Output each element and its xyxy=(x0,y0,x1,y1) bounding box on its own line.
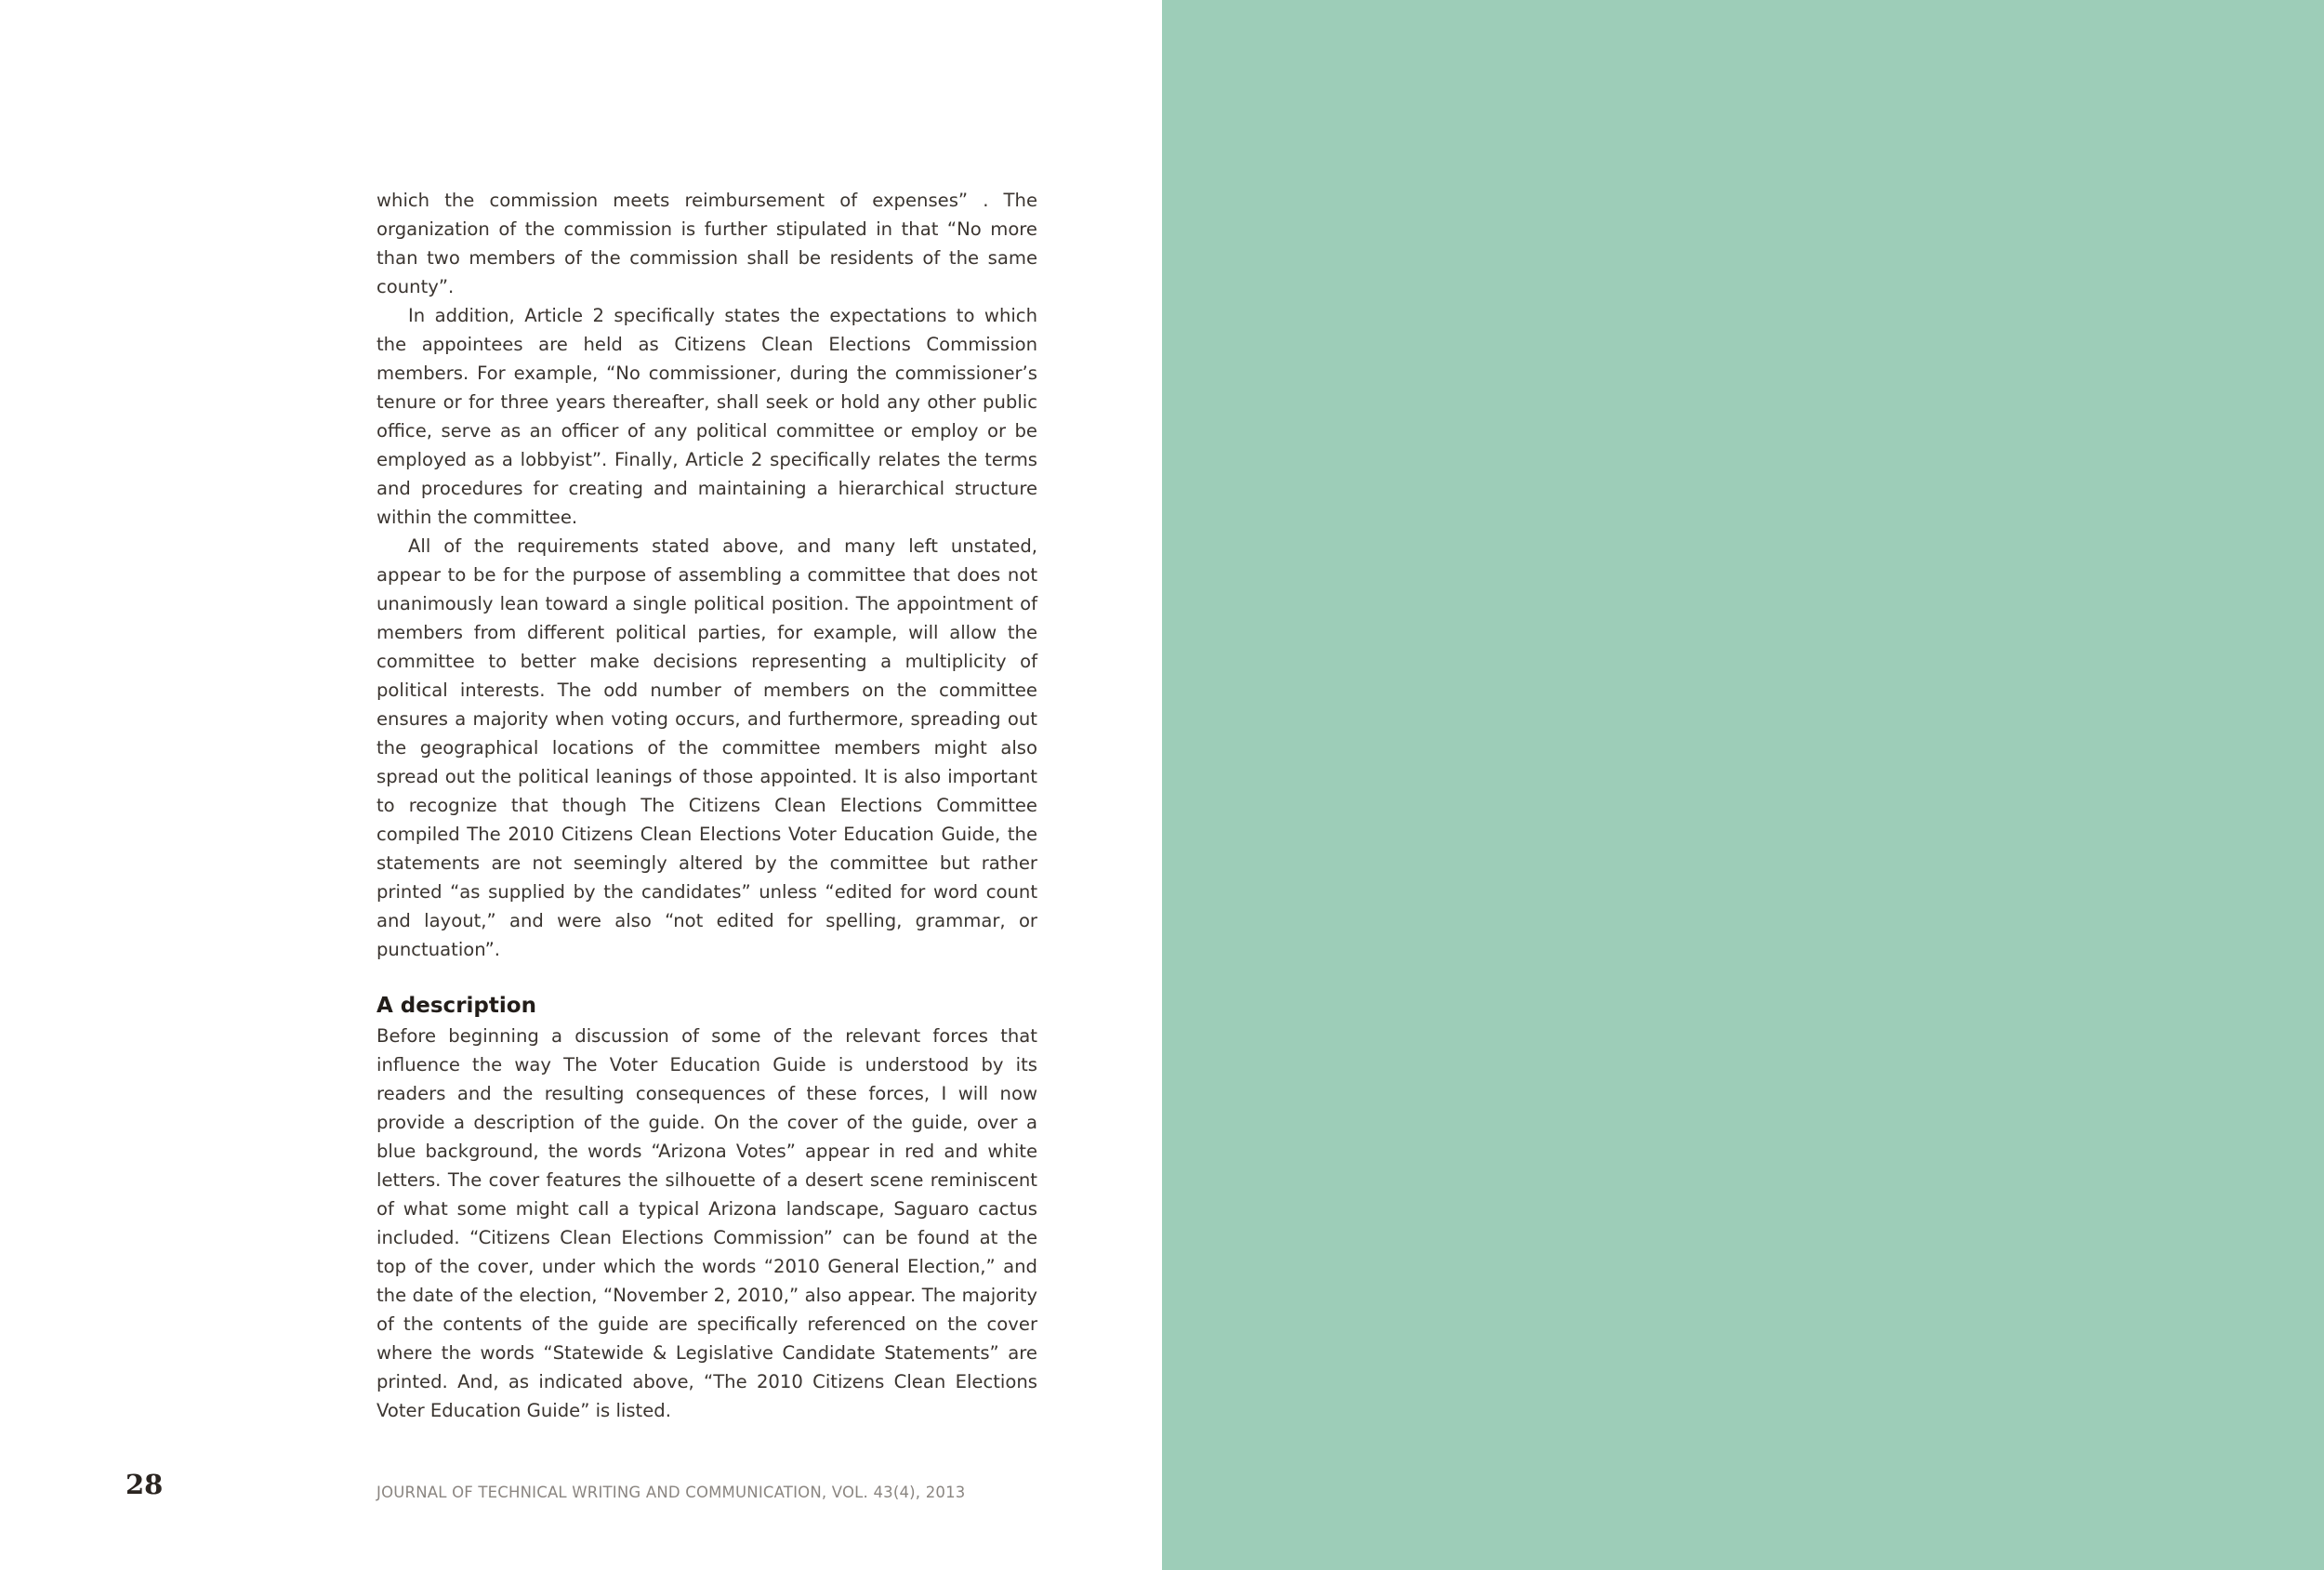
section-heading: A description xyxy=(376,994,536,1018)
paragraph-article-2: In addition, Article 2 specifically states the expectations to which the appointees are held as Citizens Clean Elections Commission members. For example, “No commissioner, during the commissioner’s tenure or for three years thereafter, shall seek or hold any other public office, serve as an officer of any political committee or employ or be employed as a lobbyist”. Finally, Article 2 specifically relates the terms and procedures for creating and maintaining a hierarchical structure within the committee. xyxy=(376,305,1037,528)
paragraph-description: Before beginning a discussion of some of the relevant forces that influence the way The Voter Education Guide is understood by its readers and the resulting consequences of these forces, I will now provide a description of the guide. On the cover of the guide, over a blue background, the words “Arizona Votes” appear in red and white letters. The cover features the silhouette of a desert scene reminiscent of what some might call a typical Arizona landscape, Saguaro cactus included. “Citizens Clean Elections Commission” can be found at the top of the cover, under which the words “2010 General Election,” and the date of the election, “November 2, 2010,” also appear. The majority of the contents of the guide are specifically referenced on the cover where the words “Statewide & Legislative Candidate Statements” are printed. And, as indicated above, “The 2010 Citizens Clean Elections Voter Education Guide” is listed. xyxy=(376,1025,1037,1421)
journal-footer: JOURNAL OF TECHNICAL WRITING AND COMMUNICATION, VOL. 43(4), 2013 xyxy=(376,1484,966,1501)
paragraph-requirements: All of the requirements stated above, and many left unstated, appear to be for the purpose of assembling a committee that does not unanimously lean toward a single political position. The appointment of members from different political parties, for example, will allow the committee to better make decisions representing a multiplicity of political interests. The odd number of members on the committee ensures a majority when voting occurs, and furthermore, spreading out the geographical locations of the committee members might also spread out the political leanings of those appointed. It is also important to recognize that though The Citizens Clean Elections Committee compiled The 2010 Citizens Clean Elections Voter Education Guide, the statements are not seemingly altered by the committee but rather printed “as supplied by the candidates” unless “edited for word count and layout,” and were also “not edited for spelling, grammar, or punctuation”. xyxy=(376,535,1037,960)
page-number: 28 xyxy=(125,1469,164,1500)
article-body xyxy=(376,186,1037,1425)
paragraph-continued: which the commission meets reimbursement of expenses” . The organization of the commission is further stipulated in that “No more than two members of the commission shall be residents of the same county”. xyxy=(376,190,1037,297)
accent-panel xyxy=(1162,0,2324,1570)
